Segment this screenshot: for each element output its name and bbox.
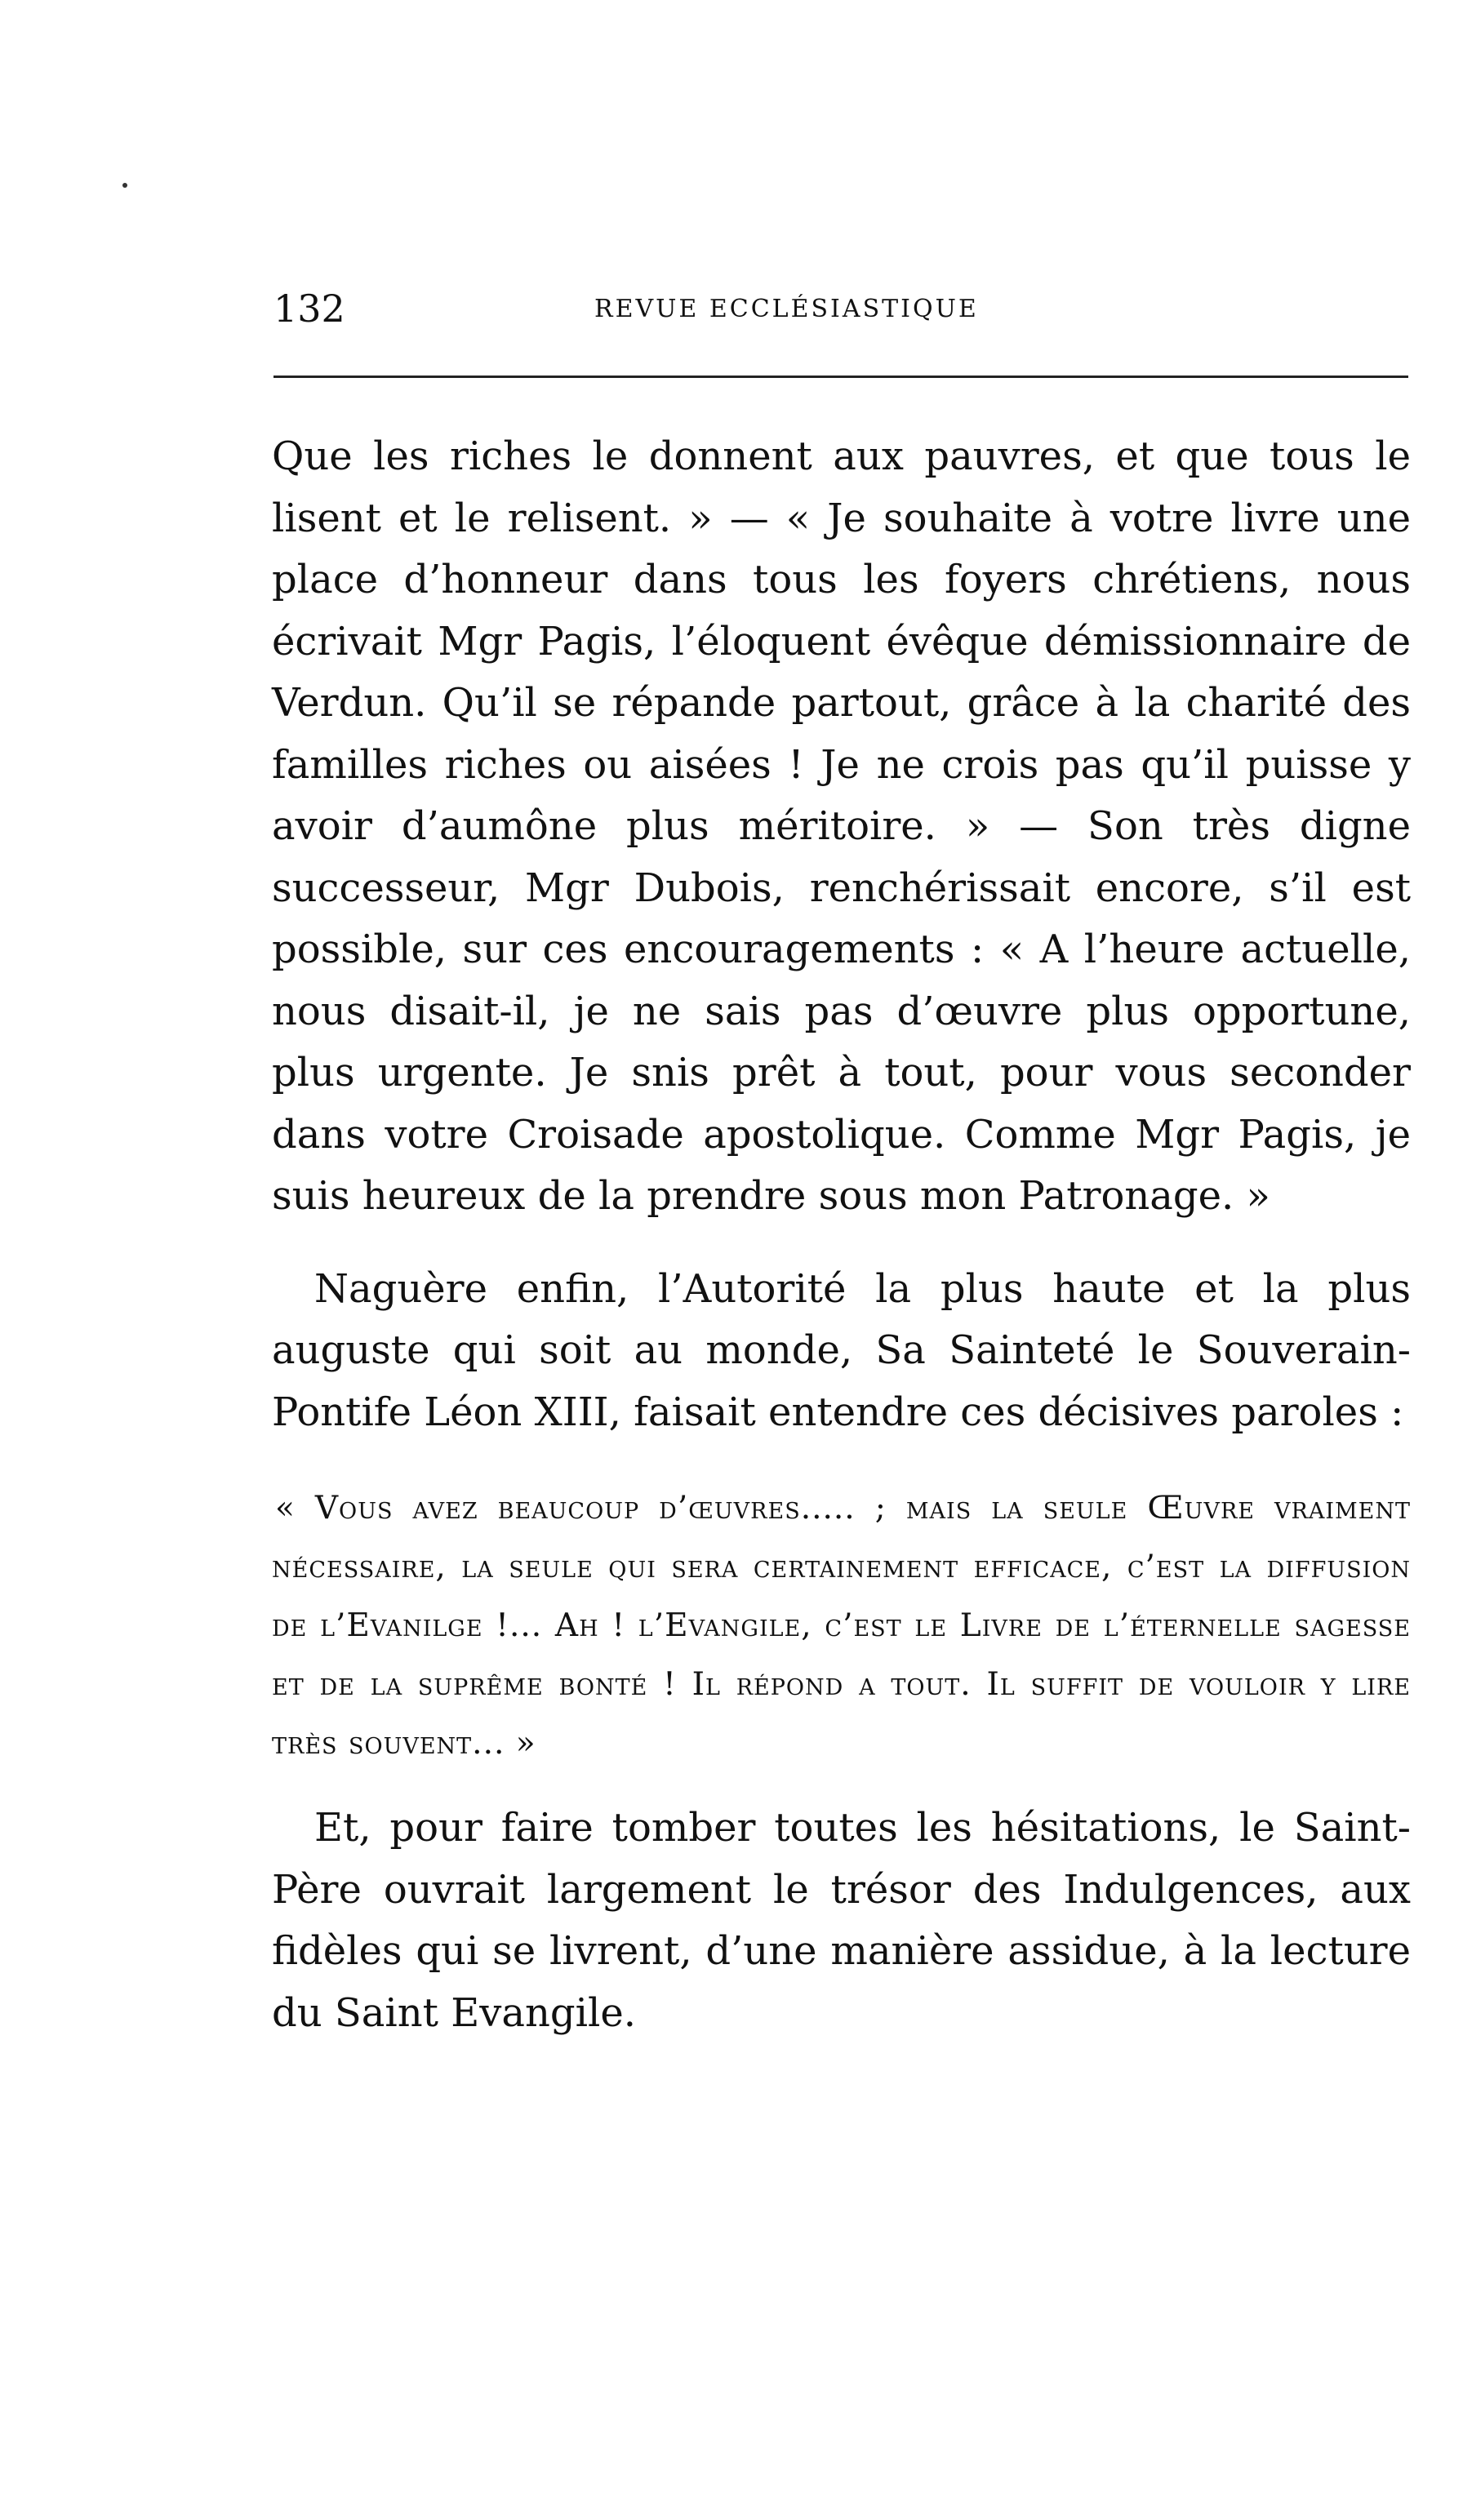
paragraph-indulgences: Et, pour faire tomber toutes les hésitations, le Saint-Père ouvrait largement le trésor des Indulgences, aux fidèles qui se livrent, d’une manière assidue, à la lecture du Saint Evangile. bbox=[272, 1805, 1411, 2036]
paragraph-leo-xiii: Naguère enfin, l’Autorité la plus haute et la plus auguste qui soit au monde, Sa Sainteté le Souverain-Pontife Léon XIII, faisait entendre ces décisives paroles : bbox=[272, 1265, 1411, 1435]
journal-title: REVUE ECCLÉSIASTIQUE bbox=[594, 295, 979, 323]
running-head bbox=[273, 284, 1408, 333]
print-speck bbox=[122, 183, 127, 188]
paragraph-quotations: Que les riches le donnent aux pauvres, et que tous le lisent et le relisent. » — « Je souhaite à votre livre une place d’honneur dans tous les foyers chrétiens, nous écrivait Mgr Pagis, l’éloquent évêque démissionnaire de Verdun. Qu’il se répande partout, grâce à la charité des familles riches ou aisées ! Je ne crois pas qu’il puisse y avoir d’aumône plus méritoire. » — Son très digne successeur, Mgr Dubois, renchérissait encore, s’il est possible, sur ces encouragements : « A l’heure actuelle, nous disait-il, je ne sais pas d’œuvre plus opportune, plus urgente. Je snis prêt à tout, pour vous seconder dans votre Croisade apostolique. Comme Mgr Pagis, je suis heureux de la prendre sous mon Patronage. » bbox=[272, 433, 1411, 1219]
papal-quotation: « Vous avez beaucoup d’œuvres..... ; mais la seule Œuvre vraiment nécessaire, la seule qui sera certainement efficace, c’est la diffusion de l’Evanilge !... Ah ! l’Evangile, c’est le Livre de l’éternelle sagesse et de la suprême bonté ! Il répond a tout. Il suffit de vouloir y lire très souvent... » bbox=[272, 1490, 1411, 1762]
body-text bbox=[272, 426, 1411, 2044]
header-rule bbox=[273, 376, 1408, 378]
page-number: 132 bbox=[273, 287, 345, 331]
